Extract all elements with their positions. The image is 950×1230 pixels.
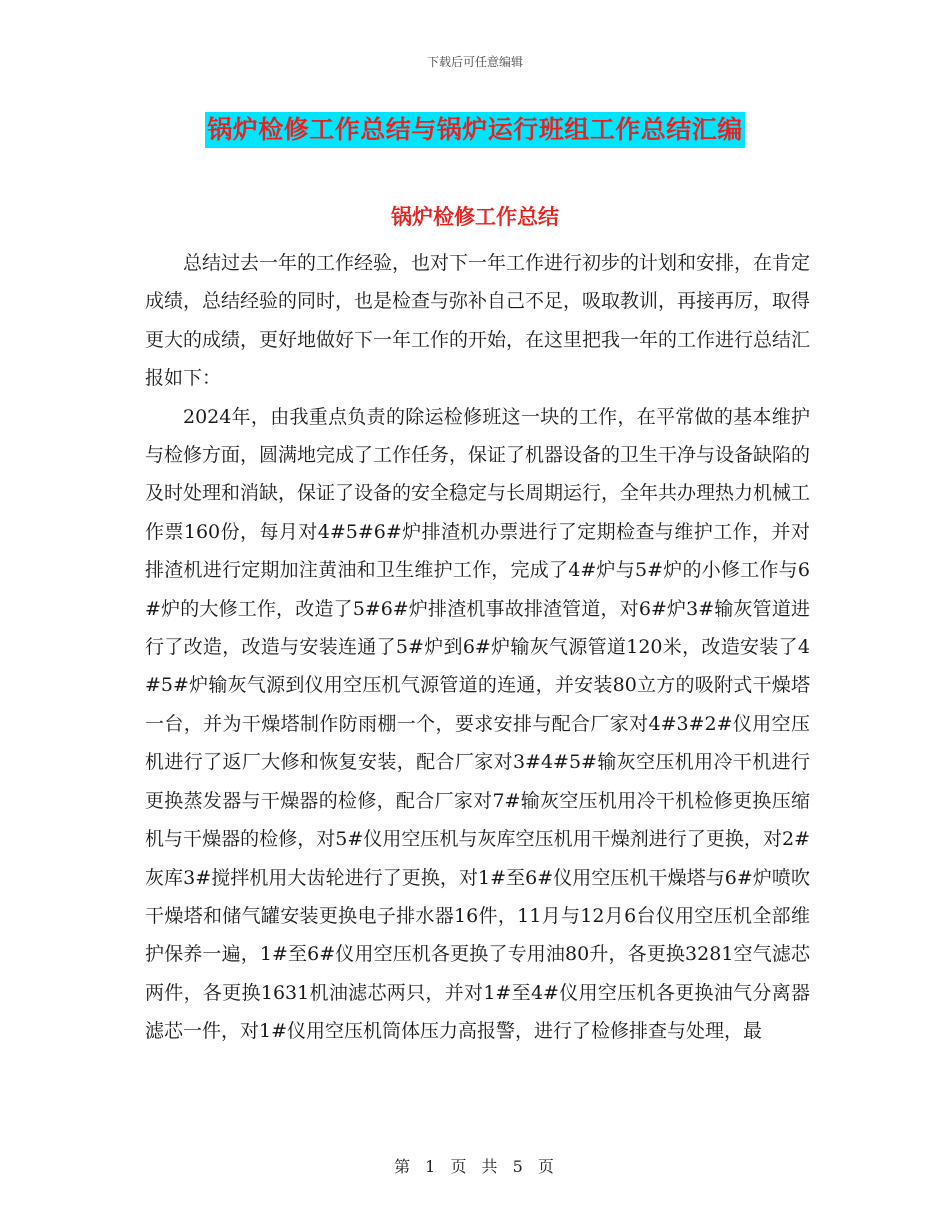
section-title: 锅炉检修工作总结 bbox=[391, 205, 559, 229]
document-title-container bbox=[0, 112, 950, 148]
page-header-note: 下载后可任意编辑 bbox=[426, 55, 523, 69]
document-title: 锅炉检修工作总结与锅炉运行班组工作总结汇编 bbox=[205, 112, 745, 148]
page-number-footer: 第 1 页 共 5 页 bbox=[394, 1157, 556, 1176]
document-body bbox=[145, 244, 810, 1051]
paragraph-intro: 总结过去一年的工作经验，也对下一年工作进行初步的计划和安排，在肯定成绩，总结经验的同时，也是检查与弥补自己不足，吸取教训，再接再厉，取得更大的成绩，更好地做好下一年工作的开始，在这里把我一年的工作进行总结汇报如下： bbox=[145, 252, 811, 390]
paragraph-work-summary: 2024年，由我重点负责的除运检修班这一块的工作，在平常做的基本维护与检修方面，圆满地完成了工作任务，保证了机器设备的卫生干净与设备缺陷的及时处理和消缺，保证了设备的安全稳定与长周期运行，全年共办理热力机械工作票160份，每月对4#5#6#炉排渣机办票进行了定期检查与维护工作，并对排渣机进行定期加注黄油和卫生维护工作，完成了4#炉与5#炉的小修工作与6#炉的大修工作，改造了5#6#炉排渣机事故排渣管道，对6#炉3#输灰管道进行了改造，改造与安装连通了5#炉到6#炉输灰气源管道120米，改造安装了4#5#炉输灰气源到仪用空压机气源管道的连通，并安装80立方的吸附式干燥塔一台，并为干燥塔制作防雨棚一个，要求安排与配合厂家对4#3#2#仪用空压机进行了返厂大修和恢复安装，配合厂家对3#4#5#输灰空压机用冷干机进行更换蒸发器与干燥器的检修，配合厂家对7#输灰空压机用冷干机检修更换压缩机与干燥器的检修，对5#仪用空压机与灰库空压机用干燥剂进行了更换，对2#灰库3#搅拌机用大齿轮进行了更换，对1#至6#仪用空压机干燥塔与6#炉喷吹干燥塔和储气罐安装更换电子排水器16件，11月与12月6台仪用空压机全部维护保养一遍，1#至6#仪用空压机各更换了专用油80升，各更换3281空气滤芯两件，各更换1631机油滤芯两只，并对1#至4#仪用空压机各更换油气分离器滤芯一件，对1#仪用空压机筒体压力高报警，进行了检修排查与处理，最 bbox=[145, 405, 811, 1043]
